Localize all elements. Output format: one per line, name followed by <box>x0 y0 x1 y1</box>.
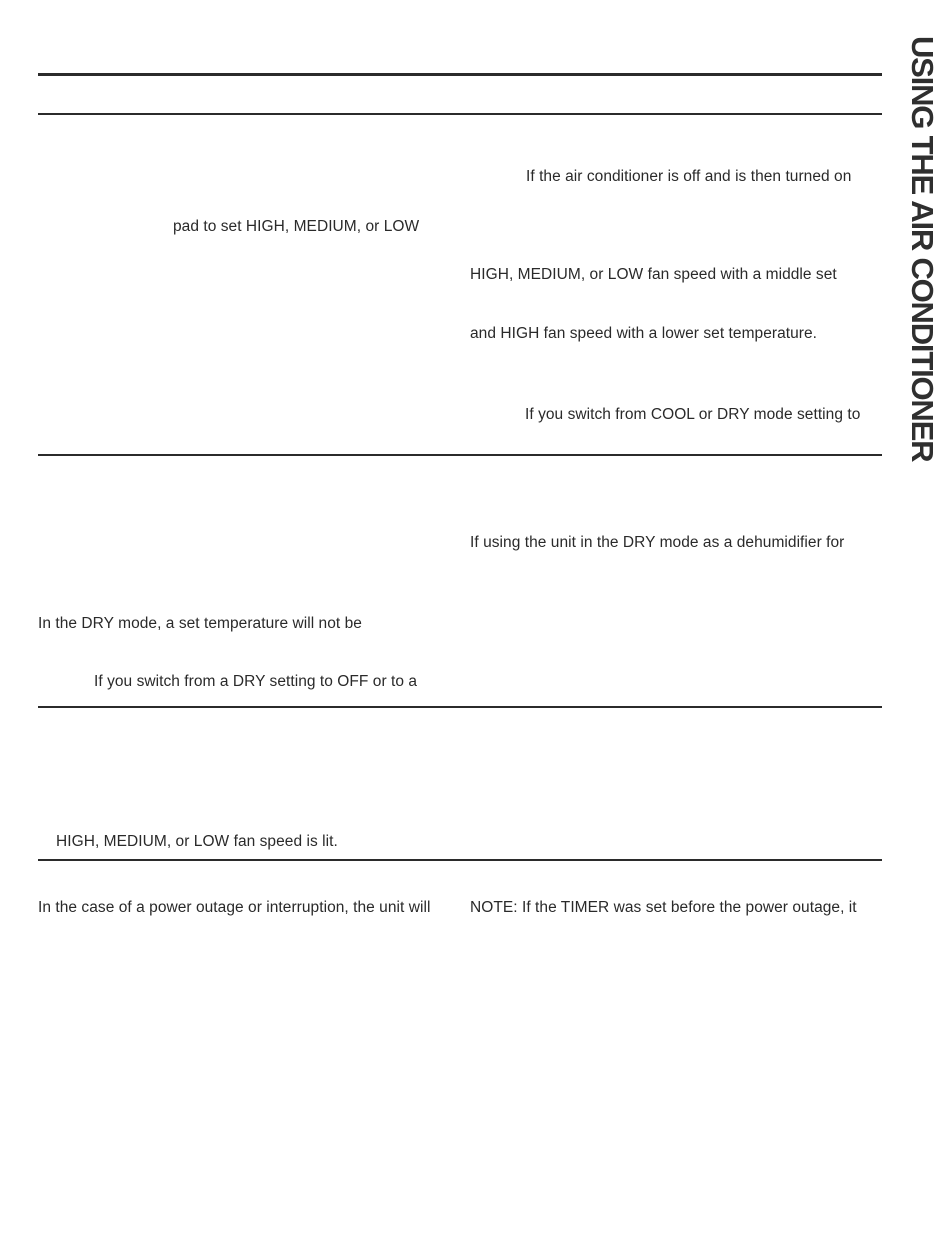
section-rule-top <box>38 73 882 76</box>
text-line: NOTE: If the TIMER was set before the power outage, it <box>470 899 857 916</box>
text-line: In the case of a power outage or interruption, the unit will <box>38 899 431 916</box>
text-line: HIGH, MEDIUM, or LOW fan speed with a middle set <box>470 266 837 283</box>
side-title: USING THE AIR CONDITIONER <box>905 36 940 462</box>
text-line: and HIGH fan speed with a lower set temperature. <box>470 325 818 342</box>
section-rule <box>38 859 882 861</box>
text-line: In the DRY mode, a set temperature will not be <box>38 615 362 632</box>
text-line: If you switch from COOL or DRY mode setting to <box>525 406 861 423</box>
text-line: If the air conditioner is off and is then turned on <box>526 168 852 185</box>
text-line: pad to set HIGH, MEDIUM, or LOW <box>173 218 420 235</box>
text-line: HIGH, MEDIUM, or LOW fan speed is lit. <box>56 833 338 850</box>
text-line: If using the unit in the DRY mode as a dehumidifier for <box>470 534 845 551</box>
text-line: If you switch from a DRY setting to OFF or to a <box>94 673 418 690</box>
section-rule <box>38 454 882 456</box>
section-rule <box>38 706 882 708</box>
section-rule <box>38 113 882 115</box>
